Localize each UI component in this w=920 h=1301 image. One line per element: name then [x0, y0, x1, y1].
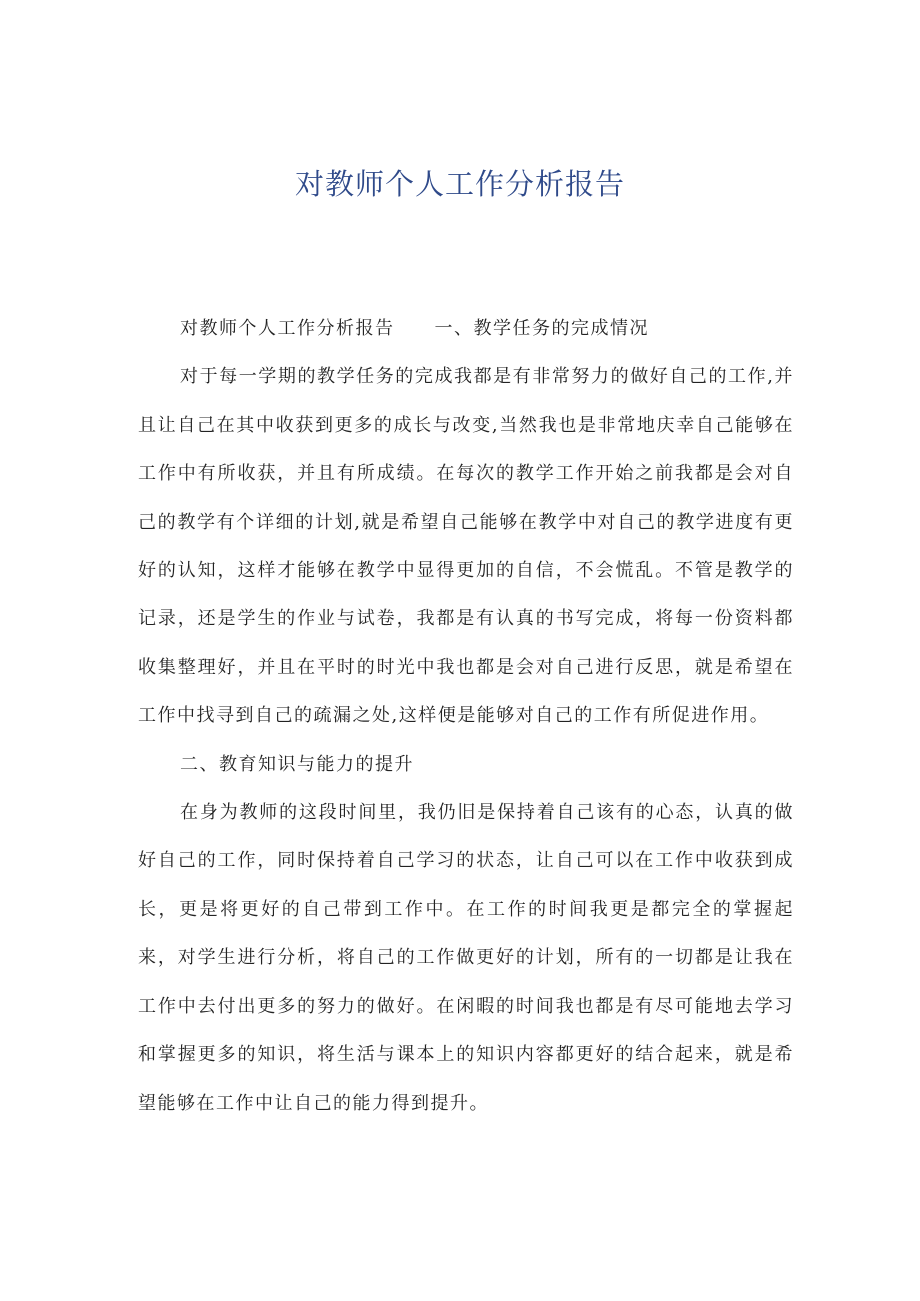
document-title: 对教师个人工作分析报告 [294, 167, 625, 201]
paragraph-1: 对于每一学期的教学任务的完成我都是有非常努力的做好自己的工作,并且让自己在其中收获到更多的成长与改变,当然我也是非常地庆幸自己能够在工作中有所收获，并且有所成绩。在每次的教学工作开始之前我都是会对自己的教学有个详细的计划,就是希望自己能够在教学中对自己的教学进度有更好的认知，这样才能够在教学中显得更加的自信，不会慌乱。不管是教学的记录，还是学生的作业与试卷，我都是有认真的书写完成，将每一份资料都收集整理好，并且在平时的时光中我也都是会对自己进行反思，就是希望在工作中找寻到自己的疏漏之处,这样便是能够对自己的工作有所促进作用。 [138, 366, 794, 727]
paragraph-2: 在身为教师的这段时间里，我仍旧是保持着自己该有的心态，认真的做好自己的工作，同时保持着自己学习的状态，让自己可以在工作中收获到成长，更是将更好的自己带到工作中。在工作的时间我更是都完全的掌握起来，对学生进行分析，将自己的工作做更好的计划，所有的一切都是让我在工作中去付出更多的努力的做好。在闲暇的时间我也都是有尽可能地去学习和掌握更多的知识，将生活与课本上的知识内容都更好的结合起来，就是希望能够在工作中让自己的能力得到提升。 [138, 802, 794, 1114]
document-body [138, 305, 794, 1128]
intro-lead: 对教师个人工作分析报告 [180, 318, 395, 339]
intro-line [138, 305, 794, 353]
section2-heading: 二、教育知识与能力的提升 [180, 753, 414, 775]
section1-heading: 一、教学任务的完成情况 [434, 318, 649, 339]
